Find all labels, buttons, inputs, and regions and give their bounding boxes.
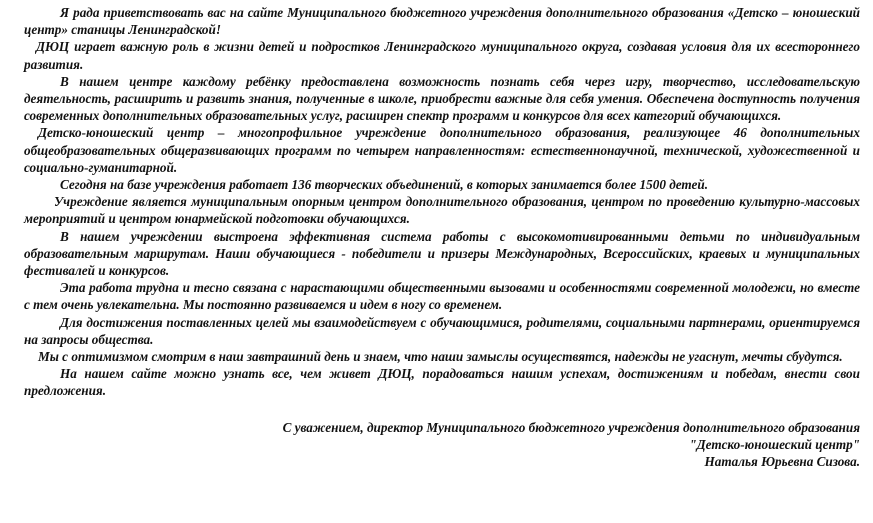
paragraph-role: ДЮЦ играет важную роль в жизни детей и подростков Ленинградского муниципального округа, создавая условия для их всестороннего развития. — [24, 39, 860, 72]
signature-name: Наталья Юрьевна Сизова. — [704, 454, 860, 470]
paragraph-website: На нашем сайте можно узнать все, чем живет ДЮЦ, порадоваться нашим успехам, достижениям и победам, внести свои предложения. — [24, 366, 860, 399]
director-welcome-letter — [24, 4, 860, 470]
paragraph-gifted-children: В нашем учреждении выстроена эффективная система работы с высокомотивированными детьми по индивидуальным образовательным маршрутам. Наши обучающиеся - победители и призеры Международных, Всероссийских, краевых и муниципальных фестивалей и конкурсов. — [24, 228, 860, 279]
signature-block — [24, 419, 860, 471]
signature-organization: "Детско-юношеский центр" — [689, 436, 860, 452]
paragraph-greeting: Я рада приветствовать вас на сайте Муниципального бюджетного учреждения дополнительного образования «Детско – юношеский центр» станицы Ленинградской! — [24, 5, 860, 38]
paragraph-support-center: Учреждение является муниципальным опорным центром дополнительного образования, центром по проведению культурно-массовых мероприятий и центром юнармейской подготовки обучающихся. — [24, 194, 860, 227]
paragraph-challenges: Эта работа трудна и тесно связана с нарастающими общественными вызовами и особенностями современной молодежи, но вместе с тем очень увлекательна. Мы постоянно развиваемся и идем в ногу со временем. — [24, 280, 860, 313]
paragraph-opportunities: В нашем центре каждому ребёнку предоставлена возможность познать себя через игру, творчество, исследовательскую деятельность, расширить и развить знания, полученные в школе, приобрести важные для себя умения. Обеспечена доступность получения современных дополнительных образовательных услуг, расширен спектр программ и конкурсов для всех категорий обучающихся. — [24, 73, 860, 124]
paragraph-associations: Сегодня на базе учреждения работает 136 творческих объединений, в которых занимается более 1500 детей. — [60, 177, 708, 193]
paragraph-partners: Для достижения поставленных целей мы взаимодействуем с обучающимися, родителями, социальными партнерами, ориентируемся на запросы общества. — [24, 314, 860, 347]
signature-title: С уважением, директор Муниципального бюджетного учреждения дополнительного образования — [282, 419, 860, 435]
paragraph-optimism: Мы с оптимизмом смотрим в наш завтрашний день и знаем, что наши замыслы осуществятся, надежды не угаснут, мечты сбудутся. — [38, 349, 843, 365]
paragraph-programs: Детско-юношеский центр – многопрофильное учреждение дополнительного образования, реализующее 46 дополнительных общеобразовательных общеразвивающих программ по четырем направленностям: естественнонаучной, технической, художественной и социально-гуманитарной. — [24, 125, 860, 175]
